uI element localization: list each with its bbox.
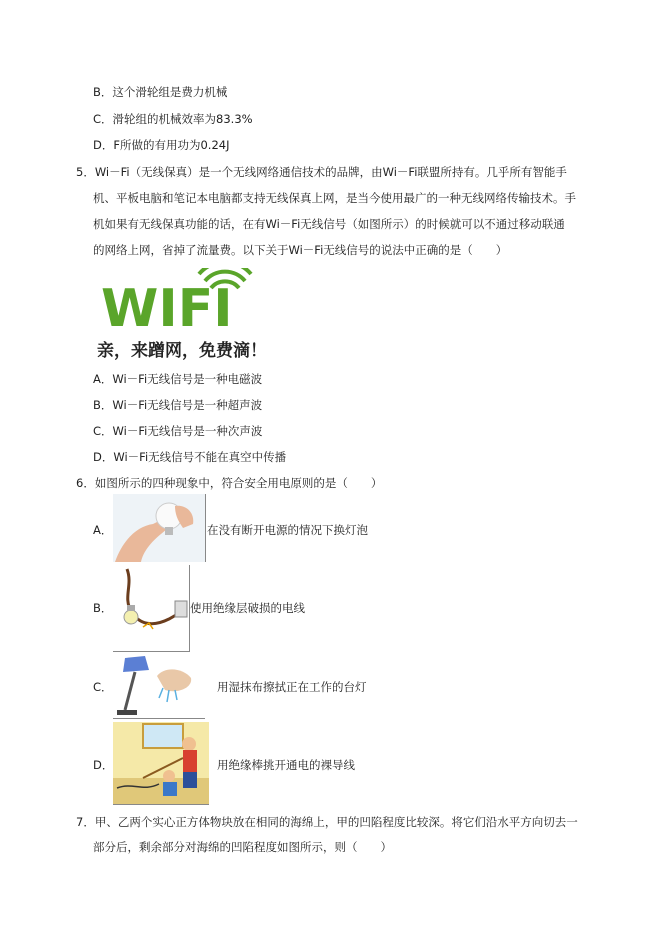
- q5-stem-line-4: 的网络上网，省掉了流量费。以下关于Wi－Fi无线信号的说法中正确的是（ ）: [93, 243, 508, 257]
- wifi-slogan: 亲，来蹭网，免费滴！: [97, 341, 267, 361]
- q6-option-c-text: 用湿抹布擦拭正在工作的台灯: [217, 680, 367, 694]
- wifi-logo-text: WIFI: [101, 279, 233, 339]
- q6-option-d-text: 用绝缘棒挑开通电的裸导线: [217, 758, 355, 772]
- q4-option-b: B．这个滑轮组是费力机械: [93, 85, 228, 99]
- q6-option-a-letter: A．: [93, 523, 113, 537]
- q6-image-a-lightbulb-hand: [113, 494, 206, 562]
- q4-option-c: C．滑轮组的机械效率为83.3%: [93, 112, 253, 126]
- q5-stem-line-1: 5．Wi－Fi（无线保真）是一个无线网络通信技术的品牌，由Wi－Fi联盟所持有。几乎所有智能手: [76, 165, 567, 179]
- q6-option-b-letter: B．: [93, 601, 113, 615]
- q6-option-a-text: 在没有断开电源的情况下换灯泡: [207, 523, 368, 537]
- q6-option-c-letter: C．: [93, 680, 113, 694]
- q5-option-c: C．Wi－Fi无线信号是一种次声波: [93, 424, 263, 438]
- q4-option-d: D．F所做的有用功为0.24J: [93, 138, 230, 152]
- q5-option-b: B．Wi－Fi无线信号是一种超声波: [93, 398, 263, 412]
- q5-stem-line-3: 机如果有无线保真功能的话，在有Wi－Fi无线信号（如图所示）的时候就可以不通过移动联通: [93, 217, 565, 231]
- q6-image-d-insulated-stick: [113, 722, 209, 805]
- q6-option-b-text: 使用绝缘层破损的电线: [190, 601, 305, 615]
- q5-stem-line-2: 机、平板电脑和笔记本电脑都支持无线保真上网，是当今使用最广的一种无线网络传输技术。手: [93, 191, 576, 205]
- q7-stem-line-2: 部分后，剩余部分对海绵的凹陷程度如图所示，则（ ）: [93, 840, 392, 854]
- q5-option-a: A．Wi－Fi无线信号是一种电磁波: [93, 372, 263, 386]
- wifi-logo-image: [93, 268, 273, 364]
- q6-stem: 6．如图所示的四种现象中，符合安全用电原则的是（ ）: [76, 476, 383, 490]
- q7-stem-line-1: 7．甲、乙两个实心正方体物块放在相同的海绵上，甲的凹陷程度比较深。将它们沿水平方向切去一: [76, 815, 578, 829]
- q6-image-c-wet-cloth-lamp: [113, 654, 205, 719]
- q6-image-b-damaged-wire: [113, 565, 190, 652]
- q5-option-d: D．Wi－Fi无线信号不能在真空中传播: [93, 450, 287, 464]
- q6-option-d-letter: D．: [93, 758, 114, 772]
